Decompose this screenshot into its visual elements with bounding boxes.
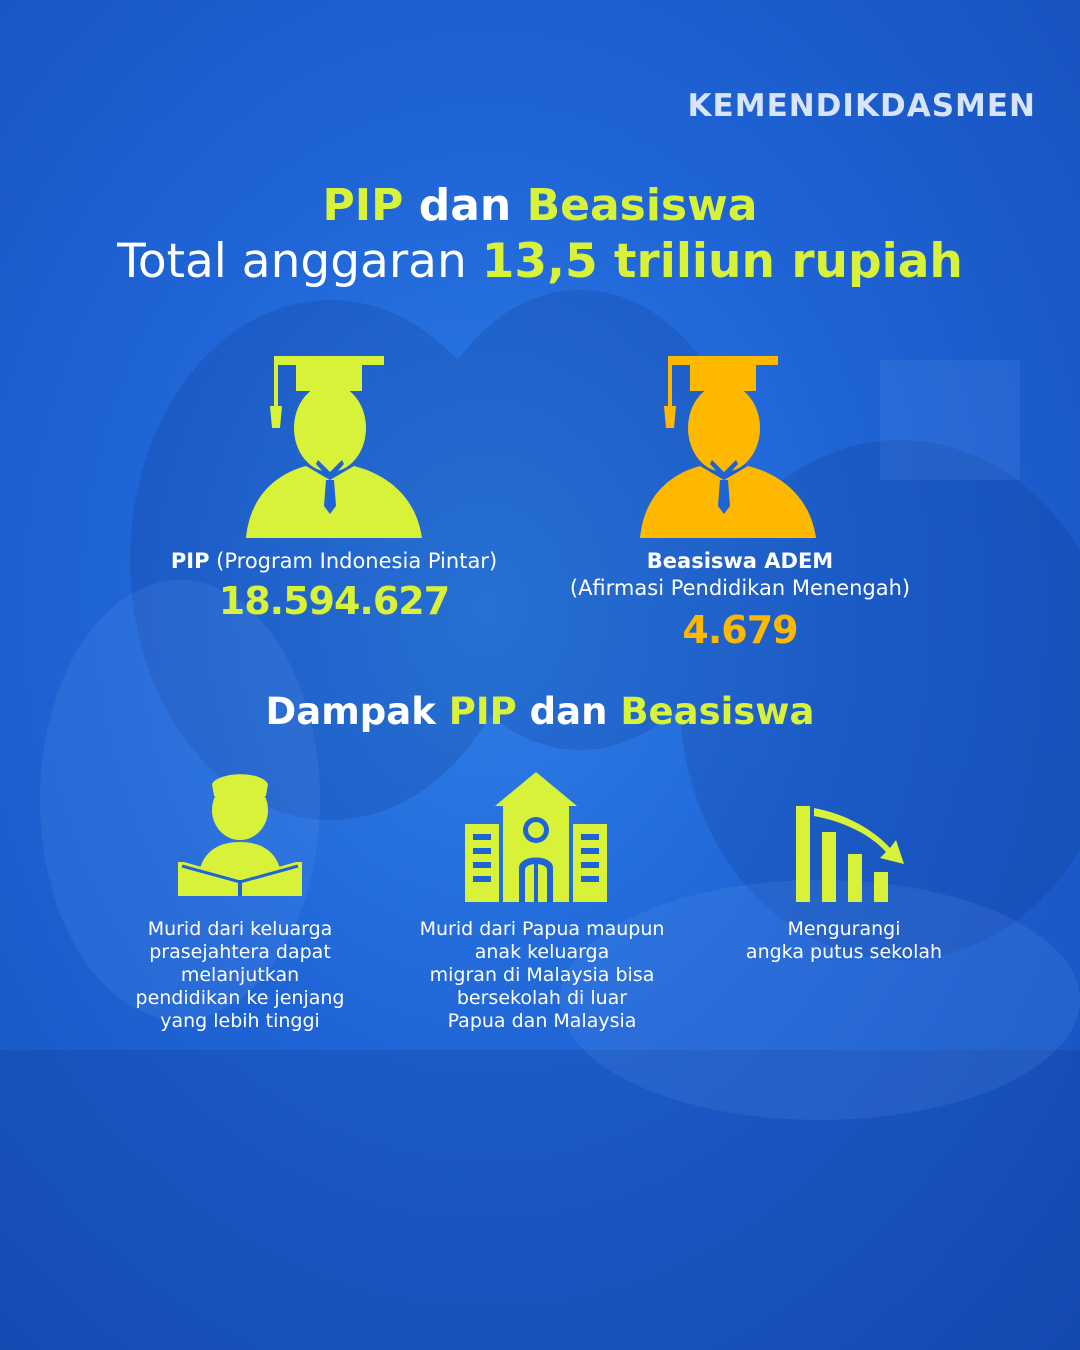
- adem-value: 4.679: [682, 608, 798, 652]
- impact-text-line: Papua dan Malaysia: [447, 1010, 637, 1032]
- headline-dan: dan: [418, 180, 512, 231]
- impact-text-line: yang lebih tinggi: [160, 1010, 320, 1032]
- graduate-icon: [246, 356, 422, 538]
- impact-text-line: Murid dari Papua maupun: [419, 918, 665, 940]
- headline-budget-label: Total anggaran: [117, 234, 467, 289]
- impact-text-line: pendidikan ke jenjang: [135, 987, 345, 1009]
- adem-label: [530, 548, 950, 575]
- impact-title-pip: PIP: [448, 690, 517, 733]
- impact-text-line: angka putus sekolah: [745, 941, 943, 963]
- pip-label: [134, 548, 534, 575]
- impact-text-line: bersekolah di luar: [456, 987, 628, 1009]
- impact-text-line: melanjutkan: [180, 964, 300, 986]
- impact-text-line: prasejahtera dapat: [149, 941, 331, 963]
- impact-title-dan: dan: [529, 690, 608, 733]
- impact-text-line: Murid dari keluarga: [147, 918, 333, 940]
- impact-text-3: [724, 918, 964, 964]
- pip-value: 18.594.627: [218, 579, 450, 623]
- impact-text-line: migran di Malaysia bisa: [429, 964, 655, 986]
- impact-text-2: [400, 918, 684, 1033]
- student-reading-icon: [178, 770, 302, 898]
- impact-text-line: Mengurangi: [787, 918, 901, 940]
- school-building-icon: [465, 772, 607, 902]
- adem-stat: [530, 548, 950, 652]
- headline-pip: PIP: [322, 180, 404, 231]
- pip-label-bold: PIP: [170, 549, 210, 573]
- adem-label-bold: Beasiswa ADEM: [646, 549, 834, 573]
- impact-text-1: [110, 918, 370, 1033]
- impact-title: [0, 690, 1080, 733]
- pip-stat: [134, 548, 534, 623]
- headline-title: [0, 180, 1080, 231]
- impact-text-line: anak keluarga: [474, 941, 610, 963]
- headline-budget-value: 13,5 triliun rupiah: [481, 234, 963, 289]
- impact-title-beasiswa: Beasiswa: [620, 690, 815, 733]
- graduate-icon: [640, 356, 816, 538]
- adem-label-sub: (Afirmasi Pendidikan Menengah): [569, 576, 911, 600]
- pip-label-rest: (Program Indonesia Pintar): [216, 549, 498, 573]
- declining-chart-icon: [796, 804, 908, 902]
- brand-logo-text: KEMENDIKDASMEN: [687, 88, 1036, 124]
- headline-budget: [0, 234, 1080, 289]
- headline-beasiswa: Beasiswa: [526, 180, 758, 231]
- impact-title-dampak: Dampak: [265, 690, 436, 733]
